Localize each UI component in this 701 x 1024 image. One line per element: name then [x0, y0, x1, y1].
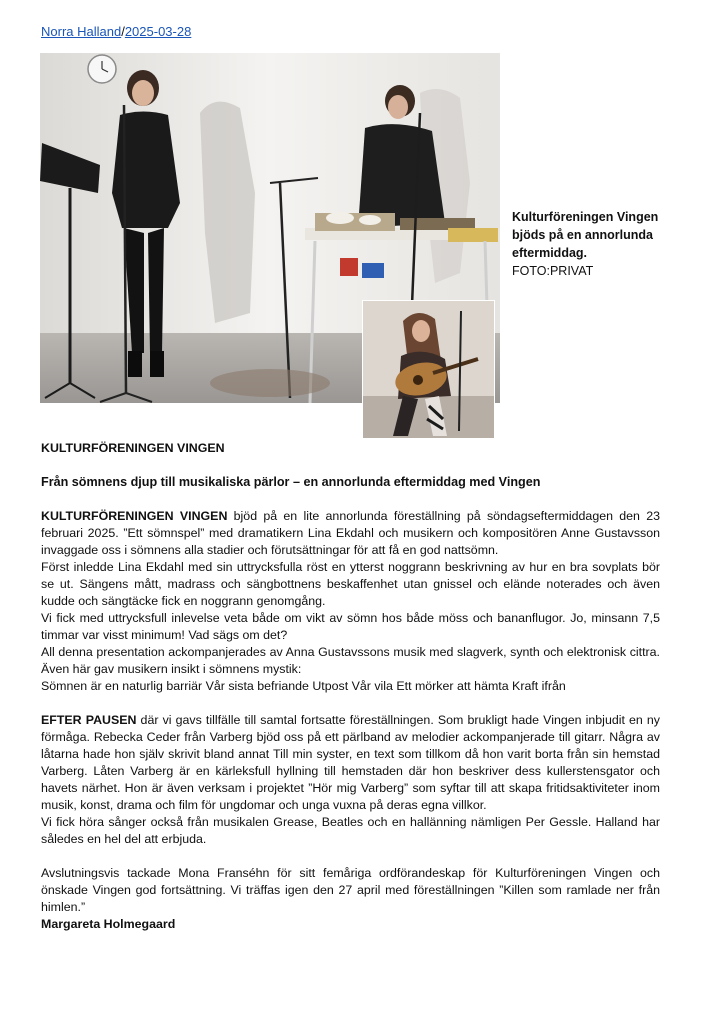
publication-link[interactable]: Norra Halland: [41, 24, 122, 39]
guitarist-photo: [362, 300, 495, 439]
paragraph-5: Sömnen är en naturlig barriär Vår sista befriande Utpost Vår vila Ett mörker att hämta Kraft ifrån: [41, 679, 566, 693]
article-author: Margareta Holmegaard: [41, 917, 176, 931]
article-headline: Från sömnens djup till musikaliska pärlor – en annorlunda eftermiddag med Vingen: [41, 475, 541, 489]
paragraph-6: [41, 712, 660, 814]
paragraph-8: Avslutningsvis tackade Mona Franséhn för sitt femåriga ordförandeskap för Kulturföreningen Vingen och önskade Vingen god fortsättning. Vi träffas igen den 27 april med föreställningen ”Killen som ramlade ner från himlen.”: [41, 866, 660, 914]
guitarist-photo-illustration: [363, 301, 494, 438]
paragraph-1: [41, 508, 660, 559]
article-body: [41, 440, 660, 933]
photo-caption: [512, 208, 662, 280]
paragraph-6-lead: EFTER PAUSEN: [41, 713, 137, 727]
caption-text: Kulturföreningen Vingen bjöds på en annorlunda eftermiddag.: [512, 210, 659, 260]
article-kicker: KULTURFÖRENINGEN VINGEN: [41, 441, 225, 455]
paragraph-1-text: bjöd på en lite annorlunda föreställning på söndagseftermiddagen den 23 februari 2025. ”Ett sömnspel” med dramatikern Lina Ekdahl och musikern och kompositören Anne Gustavsson invaggade oss i sömnens alla stadier och förutsättningar för att få en god nattsömn.: [41, 509, 660, 557]
paragraph-1-lead: KULTURFÖRENINGEN VINGEN: [41, 509, 228, 523]
paragraph-4: All denna presentation ackompanjerades av Anna Gustavssons musik med slagverk, synth och elektronisk cittra. Även här gav musikern insikt i sömnens mystik:: [41, 645, 660, 676]
source-separator: /: [121, 24, 125, 39]
paragraph-6-text: där vi gavs tillfälle till samtal fortsatte föreställningen. Som brukligt hade Vingen inbjudit en ny förmåga. Rebecka Ceder från Varberg bjöd oss på ett pärlband av melodier ackompanjerade till gitarr. Några av låtarna hade hon själv skrivit bland annat Till min syster, en text som tillkom då hon varit borta från sin hemstad Varberg. Låten Varberg är en kärleksfull hyllning till hemstaden där hon beskriver dess kullerstensgator och havets närhet. Hon är även verksam i projektet ”Hör mig Varberg” som syftar till att skapa fritidsaktiviteter inom musik, konst, drama och film för ungdomar och unga vuxna på deras egna villkor.: [41, 713, 660, 812]
date-link[interactable]: 2025-03-28: [124, 24, 192, 39]
paragraph-2: Först inledde Lina Ekdahl med sin uttrycksfulla röst en ytterst noggrann beskrivning av hur en bra sovplats bör se ut. Sängens mått, madrass och sängbottnens beskaffenhet utan gnissel och elände noterades och även kudde och sängtäcke fick en noggrann genomgång.: [41, 560, 660, 608]
paragraph-3: Vi fick med uttrycksfull inlevelse veta både om vikt av sömn hos både möss och bananflugor. Jo, minsann 7,5 timmar var visst minimum! Vad sägs om det?: [41, 611, 660, 642]
photo-credit: FOTO:PRIVAT: [512, 264, 594, 278]
paragraph-7: Vi fick höra sånger också från musikalen Grease, Beatles och en hallänning nämligen Per Gessle. Halland har således en hel del att erbjuda.: [41, 815, 660, 846]
source-line: [41, 24, 191, 39]
